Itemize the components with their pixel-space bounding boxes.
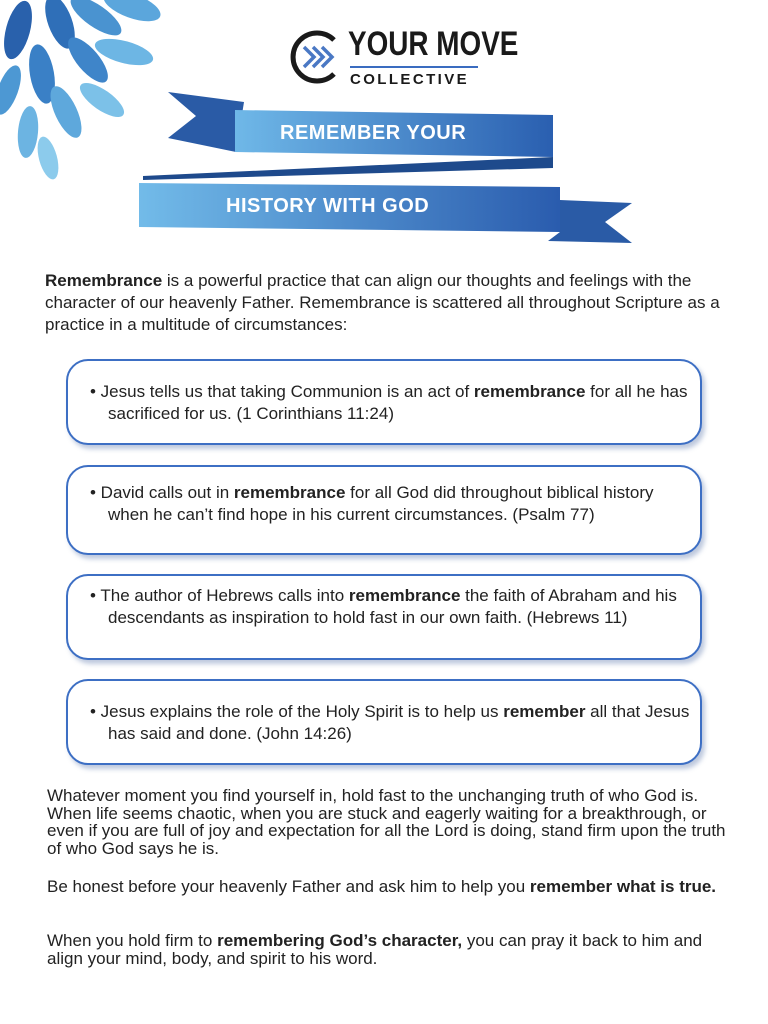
- intro-paragraph: [45, 270, 735, 336]
- banner-line-1: REMEMBER YOUR: [280, 122, 467, 144]
- body-paragraph-3: When you hold firm to remembering God’s character, you can pray it back to him and align your mind, body, and spirit to his word.: [47, 931, 703, 968]
- logo-subtitle: COLLECTIVE: [350, 71, 470, 88]
- banner-line-2: HISTORY WITH GOD: [226, 195, 430, 217]
- bullet-box: [66, 679, 702, 765]
- bullet-box: [66, 359, 702, 445]
- logo-title: YOUR MOVE: [348, 25, 519, 63]
- intro-bold: Remembrance: [45, 271, 163, 290]
- intro-text: is a powerful practice that can align our thoughts and feelings with the character of our heavenly Father. Remembrance is scattered all throughout Scripture as a practice in a multitude of circumstances:: [45, 271, 720, 334]
- bullet-box: [66, 465, 702, 555]
- body-paragraph-2: Be honest before your heavenly Father and ask him to help you remember what is true.: [47, 877, 717, 896]
- bullet-text: • David calls out in remembrance for all God did throughout biblical history when he can’t find hope in his current circumstances. (Psalm 77): [90, 483, 654, 524]
- bullet-text: • The author of Hebrews calls into remembrance the faith of Abraham and his descendants as inspiration to hold fast in our own faith. (Hebrews 11): [90, 586, 677, 627]
- bullet-text: • Jesus explains the role of the Holy Spirit is to help us remember all that Jesus has said and done. (John 14:26): [90, 702, 690, 743]
- body-paragraph-1: Whatever moment you find yourself in, hold fast to the unchanging truth of who God is. When life seems chaotic, when you are stuck and eagerly waiting for a breakthrough, or even if you are full of joy and expectation for all the Lord is doing, stand firm upon the truth of who God says he is.: [47, 786, 726, 858]
- bullet-text: • Jesus tells us that taking Communion is an act of remembrance for all he has sacrificed for us. (1 Corinthians 11:24): [90, 382, 688, 423]
- bullet-box: [66, 574, 702, 660]
